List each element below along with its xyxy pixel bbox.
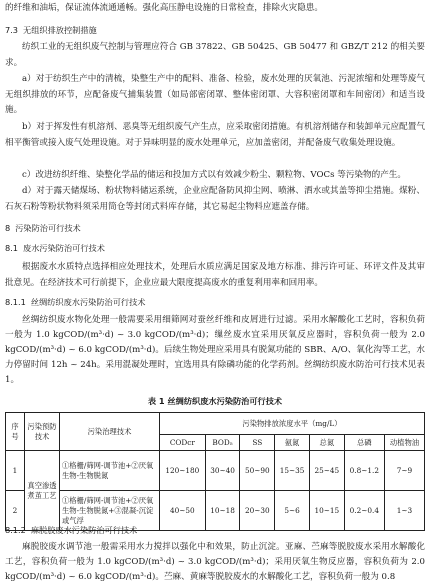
section-8-1-heading xyxy=(5,242,105,254)
col-header: BOD₅ xyxy=(205,435,240,451)
section-title: 无组织排放控制措施 xyxy=(23,25,97,35)
cell-value: 25~45 xyxy=(309,451,344,491)
section-8-1-body: 根据废水水质特点选择相应处理技术，处理后水质应满足国家及地方标准、排污许可证、环评文件及其审批意见。在经济技术可行前提下，企业应最大限度提高废水的重复利用率和回用率。 xyxy=(5,262,425,288)
section-number: 8 xyxy=(5,223,11,233)
row-seq: 1 xyxy=(6,451,25,491)
section-number: 8.1.1 xyxy=(5,297,26,307)
section-title: 麻脱胶废水污染防治可行技术 xyxy=(30,525,138,535)
treatment-tech: ①格栅/筛网-调节池+②厌氧生物-生物脱氮+③混凝-沉淀或气浮 xyxy=(60,491,160,531)
cell-value: 10~15 xyxy=(309,491,344,531)
cell-value: 1~3 xyxy=(384,491,424,531)
continued-text-line: 的纤维和油垢，保证流体流通通畅。强化高压静电设施的日常检查，排除火灾隐患。 xyxy=(5,3,323,13)
col-header: 氨氮 xyxy=(275,435,310,451)
section-number: 8.1.2 xyxy=(5,525,26,535)
cell-value: 10~18 xyxy=(205,491,240,531)
section-8-1-2-heading xyxy=(5,524,137,536)
cell-value: 30~40 xyxy=(205,451,240,491)
section-8-1-1-heading xyxy=(5,296,145,308)
header-prevention: 污染预防技术 xyxy=(25,413,60,451)
section-7-3-item-c: c）改进纺织纤维、染整化学品的储运和投加方式以有效减少粉尘、颗粒物、VOCs 等污染物的产生。 xyxy=(22,170,406,180)
col-header: CODcr xyxy=(160,435,206,451)
wastewater-technology-table xyxy=(5,412,425,531)
section-number: 7.3 xyxy=(5,25,19,35)
cell-value: 40~50 xyxy=(160,491,206,531)
section-7-3-item-d: d）对于露天储煤场、粉状物料储运系统，企业应配备防风抑尘网、喷淋、洒水或其盖等抑尘措施。煤粉、石灰石粉等粉状物料须采用筒仓等封闭式料库存储，其它易起尘物料应遮盖存储。 xyxy=(5,186,425,212)
cell-value: 5~6 xyxy=(275,491,310,531)
cell-value: 15~35 xyxy=(275,451,310,491)
table-caption: 表 1 丝绸纺织废水污染防治可行技术 xyxy=(147,396,283,406)
header-levels: 污染物排放浓度水平（mg/L） xyxy=(160,413,425,435)
table-row xyxy=(6,451,425,491)
cell-value: 20~30 xyxy=(240,491,275,531)
col-header: 总磷 xyxy=(344,435,384,451)
section-number: 8.1 xyxy=(5,243,19,253)
prevention-tech: 真空渗透煮茧工艺 xyxy=(25,451,60,531)
section-8-heading xyxy=(5,222,81,234)
section-7-3-item-a: a）对于纺织生产中的清梳，染整生产中的配料、准备、检验，废水处理的厌氧池、污泥浓缩和处理等废气无组织排放的环节，应配备废气捕集装置（如局部密闭罩、整体密闭罩、大容积密闭罩和车间密闭）和适当设施。 xyxy=(5,74,425,115)
section-8-1-2-body: 麻脱胶废水调节池一般需采用水力搅拌以强化中和效果，防止沉淀。亚麻、苎麻等脱胶废水采用水解酸化工艺，容积负荷一般为 1.0 kgCOD/(m³·d) ~ 3.0 kgCOD/(m³·d)；采用厌氧生物反应器，容积负荷为 2.0 kgCOD/(m³·d) ~ 6.0 kgCOD/(m³·d)。苎麻、黄麻等脱胶废水的水解酸化工艺，容积负荷一般为 0.8 xyxy=(5,542,425,582)
col-header: 总氮 xyxy=(309,435,344,451)
cell-value: 50~90 xyxy=(240,451,275,491)
treatment-tech: ①格栅/筛网-调节池+②厌氧生物-生物脱氮 xyxy=(60,451,160,491)
cell-value: 0.8~1.2 xyxy=(344,451,384,491)
section-title: 废水污染防治可行技术 xyxy=(23,243,105,253)
header-seq: 序号 xyxy=(6,413,25,451)
section-7-3-item-b: b）对于挥发性有机溶剂、恶臭等无组织废气产生点，应采取密闭措施。有机溶剂储存和装卸单元应配置气相平衡管或接入废气处理设施。对于异味明显的废水处理单元，应加盖密闭，并配备废气收集处理设施。 xyxy=(5,122,425,148)
row-seq: 2 xyxy=(6,491,25,531)
section-7-3-heading xyxy=(5,24,97,36)
col-header: 动植物油 xyxy=(384,435,424,451)
header-treatment: 污染治理技术 xyxy=(60,413,160,451)
section-title: 丝绸纺织废水污染防治可行技术 xyxy=(30,297,146,307)
cell-value: 120~180 xyxy=(160,451,206,491)
section-8-1-1-body: 丝绸纺织废水物化处理一般需要采用细筛网对蚕丝纤维和皮屑进行过滤。采用水解酸化工艺时，容积负荷一般为 1.0 kgCOD/(m³·d) ~ 3.0 kgCOD/(m³·d)；缫丝废水宜采用厌氧反应器时，容积负荷一般为 2.0 kgCOD/(m³·d) ~ 6.0 kgCOD/(m³·d)。后续生物处理应采用具有脱氮功能的 SBR、A/O、氧化沟等工艺，水力停留时间 12h ~ 24h。采用混凝处理时，宜选用具有除磷功能的化学药剂。丝绸纺织废水防治可行技术见表 1。 xyxy=(5,315,425,385)
cell-value: 0.2~0.4 xyxy=(344,491,384,531)
section-title: 污染防治可行技术 xyxy=(15,223,81,233)
cell-value: 7~9 xyxy=(384,451,424,491)
section-7-3-intro: 纺织工业的无组织废气控制与管理应符合 GB 37822、GB 50425、GB 50477 和 GBZ/T 212 的相关要求。 xyxy=(5,42,425,68)
col-header: SS xyxy=(240,435,275,451)
